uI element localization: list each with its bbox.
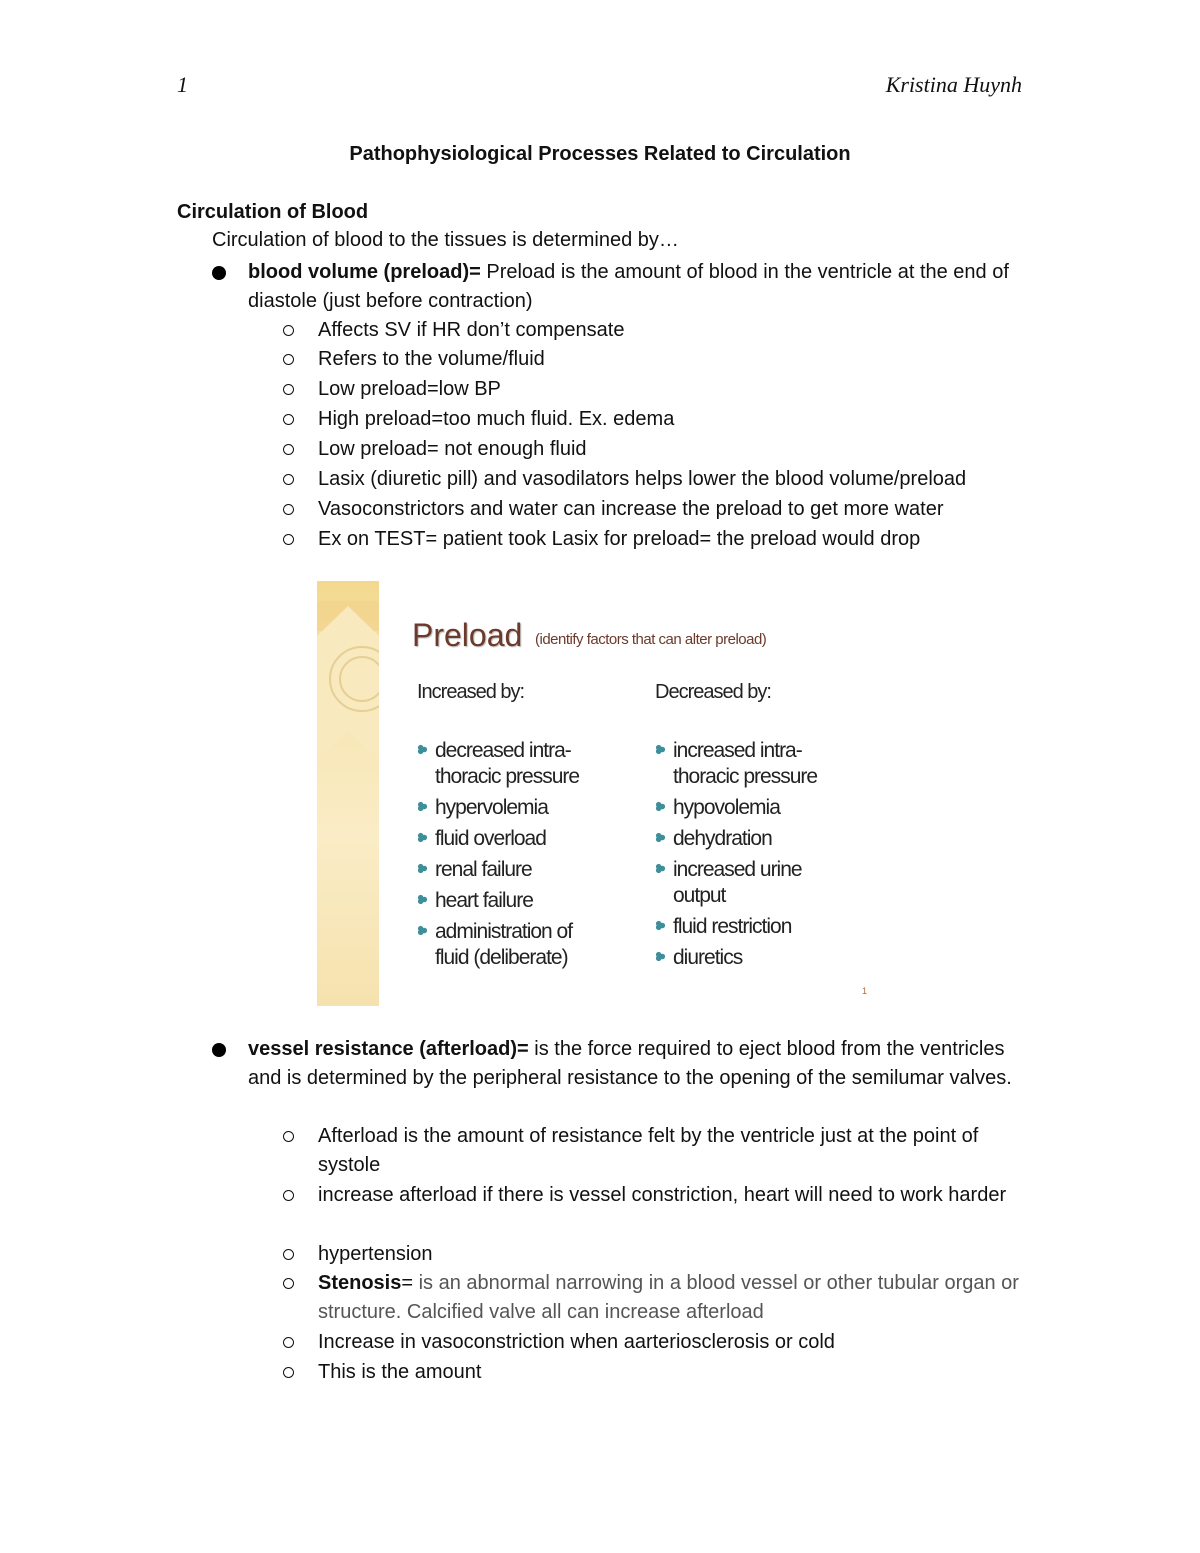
leaf-bullet-icon	[655, 951, 666, 962]
leaf-bullet-icon	[417, 801, 428, 812]
list-item: hypervolemia	[417, 795, 610, 821]
section-heading: Circulation of Blood	[177, 201, 369, 223]
circle-bullet-icon	[283, 1131, 294, 1142]
list-item: dehydration	[655, 826, 848, 852]
increased-heading: Increased by:	[417, 681, 525, 703]
circle-bullet-icon	[283, 1190, 294, 1201]
leaf-bullet-icon	[417, 744, 428, 755]
leaf-bullet-icon	[655, 801, 666, 812]
leaf-bullet-icon	[655, 832, 666, 843]
circle-bullet-icon	[283, 1249, 294, 1260]
list-item: Stenosis= is an abnormal narrowing in a blood vessel or other tubular organ or structure. Calcified valve all can increase afterload	[283, 1269, 1028, 1327]
bullet-dot-icon	[212, 1043, 226, 1057]
increased-list	[417, 738, 610, 976]
list-item: Refers to the volume/fluid	[283, 345, 1028, 374]
slide-title: Preload	[412, 617, 523, 653]
list-item: renal failure	[417, 857, 610, 883]
circle-bullet-icon	[283, 325, 294, 336]
preload-slide	[317, 581, 887, 1006]
list-item: Affects SV if HR don’t compensate	[283, 316, 1028, 345]
author-name: Kristina Huynh	[885, 72, 1022, 97]
list-item: decreased intra-thoracic pressure	[417, 738, 610, 790]
list-item: increase afterload if there is vessel constriction, heart will need to work harder	[283, 1181, 1028, 1210]
bullet-dot-icon	[212, 266, 226, 280]
circle-bullet-icon	[283, 1367, 294, 1378]
circle-bullet-icon	[283, 414, 294, 425]
list-item: fluid overload	[417, 826, 610, 852]
circle-bullet-icon	[283, 1278, 294, 1289]
circle-bullet-icon	[283, 504, 294, 515]
stenosis-term: Stenosis	[318, 1272, 402, 1294]
leaf-bullet-icon	[655, 920, 666, 931]
list-item: heart failure	[417, 888, 610, 914]
circle-bullet-icon	[283, 1337, 294, 1348]
list-item: Low preload=low BP	[283, 375, 1028, 404]
bullet-preload	[212, 258, 1042, 316]
list-item: increased urine output	[655, 857, 833, 909]
circle-bullet-icon	[283, 474, 294, 485]
bullet-afterload	[212, 1035, 1042, 1093]
slide-number: 1	[862, 986, 868, 996]
bullet-text: Preload is the amount of blood in the ventricle at the end of diastole (just before contraction)	[248, 261, 1009, 312]
list-item: Low preload= not enough fluid	[283, 435, 1028, 464]
list-item: hypovolemia	[655, 795, 848, 821]
leaf-bullet-icon	[655, 863, 666, 874]
list-item: diuretics	[655, 945, 848, 971]
circle-bullet-icon	[283, 534, 294, 545]
leaf-bullet-icon	[417, 832, 428, 843]
bullet-term: vessel resistance (afterload)=	[248, 1038, 529, 1060]
bullet-term: blood volume (preload)=	[248, 261, 481, 283]
leaf-bullet-icon	[417, 925, 428, 936]
leaf-bullet-icon	[417, 894, 428, 905]
document-title: Pathophysiological Processes Related to Circulation	[349, 143, 851, 165]
list-item: Afterload is the amount of resistance felt by the ventricle just at the point of systole	[283, 1122, 1028, 1180]
list-item: High preload=too much fluid. Ex. edema	[283, 405, 1028, 434]
list-item: hypertension	[283, 1240, 1028, 1269]
leaf-bullet-icon	[417, 863, 428, 874]
decreased-heading: Decreased by:	[655, 681, 771, 703]
page-number: 1	[177, 72, 188, 97]
circle-bullet-icon	[283, 384, 294, 395]
decreased-list	[655, 738, 848, 976]
slide-decoration-icon	[317, 581, 379, 781]
circle-bullet-icon	[283, 444, 294, 455]
bullet-text: is the force required to eject blood from the ventricles and is determined by the peripheral resistance to the opening of the semilumar valves.	[248, 1038, 1012, 1089]
list-item: fluid restriction	[655, 914, 848, 940]
list-item: This is the amount	[283, 1358, 1028, 1387]
intro-text: Circulation of blood to the tissues is determined by…	[212, 229, 679, 251]
slide-subtitle: (identify factors that can alter preload)	[535, 631, 767, 648]
circle-bullet-icon	[283, 354, 294, 365]
leaf-bullet-icon	[655, 744, 666, 755]
list-item: administration of fluid (deliberate)	[417, 919, 610, 971]
list-item: increased intra-thoracic pressure	[655, 738, 848, 790]
list-item: Lasix (diuretic pill) and vasodilators helps lower the blood volume/preload	[283, 465, 1028, 494]
list-item: Increase in vasoconstriction when aarteriosclerosis or cold	[283, 1328, 1028, 1357]
list-item: Ex on TEST= patient took Lasix for preload= the preload would drop	[283, 525, 1028, 554]
list-item: Vasoconstrictors and water can increase the preload to get more water	[283, 495, 1028, 524]
